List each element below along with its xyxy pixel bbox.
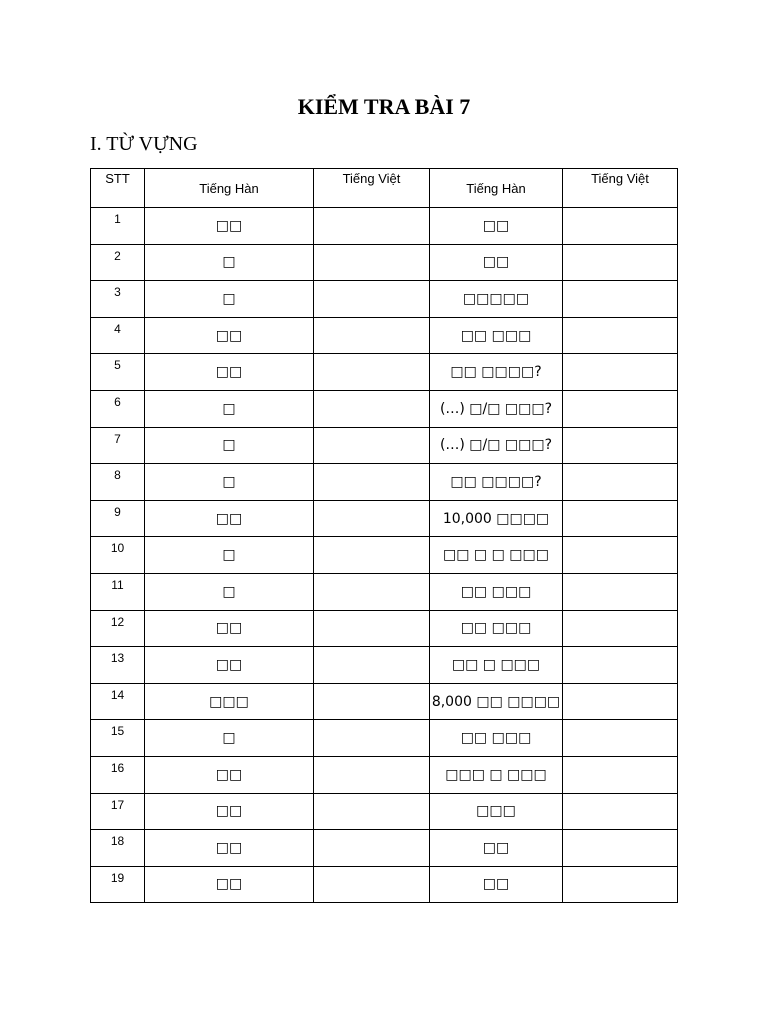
table-row bbox=[91, 500, 678, 537]
vietnamese-answer-cell-2[interactable] bbox=[563, 427, 678, 464]
vietnamese-answer-cell-2[interactable] bbox=[563, 866, 678, 903]
korean-word-cell-2: (…) □/□ □□□? bbox=[430, 427, 563, 464]
korean-word-cell-1: □□ bbox=[145, 610, 314, 647]
row-number: 13 bbox=[91, 647, 145, 684]
vietnamese-answer-cell-1[interactable] bbox=[314, 866, 430, 903]
korean-word-cell-2: (…) □/□ □□□? bbox=[430, 390, 563, 427]
korean-word-cell-1: □ bbox=[145, 390, 314, 427]
vietnamese-answer-cell-1[interactable] bbox=[314, 208, 430, 245]
vietnamese-answer-cell-1[interactable] bbox=[314, 830, 430, 867]
vietnamese-answer-cell-1[interactable] bbox=[314, 720, 430, 757]
table-row bbox=[91, 647, 678, 684]
header-korean-1: Tiếng Hàn bbox=[145, 169, 314, 208]
table-row bbox=[91, 683, 678, 720]
korean-word-cell-2: □□□ □ □□□ bbox=[430, 756, 563, 793]
vietnamese-answer-cell-2[interactable] bbox=[563, 647, 678, 684]
vietnamese-answer-cell-2[interactable] bbox=[563, 281, 678, 318]
row-number: 19 bbox=[91, 866, 145, 903]
table-row bbox=[91, 317, 678, 354]
row-number: 18 bbox=[91, 830, 145, 867]
row-number: 4 bbox=[91, 317, 145, 354]
table-row bbox=[91, 390, 678, 427]
vietnamese-answer-cell-1[interactable] bbox=[314, 537, 430, 574]
korean-word-cell-2: □□ □□□ bbox=[430, 573, 563, 610]
vietnamese-answer-cell-1[interactable] bbox=[314, 756, 430, 793]
table-row bbox=[91, 866, 678, 903]
korean-word-cell-1: □□ bbox=[145, 866, 314, 903]
korean-word-cell-2: □□ bbox=[430, 866, 563, 903]
vietnamese-answer-cell-2[interactable] bbox=[563, 354, 678, 391]
korean-word-cell-1: □□ bbox=[145, 830, 314, 867]
korean-word-cell-1: □□ bbox=[145, 756, 314, 793]
korean-word-cell-2: □□ □□□ bbox=[430, 317, 563, 354]
vietnamese-answer-cell-1[interactable] bbox=[314, 647, 430, 684]
korean-word-cell-2: □□ □□□□? bbox=[430, 354, 563, 391]
vietnamese-answer-cell-2[interactable] bbox=[563, 500, 678, 537]
vietnamese-answer-cell-1[interactable] bbox=[314, 281, 430, 318]
table-row bbox=[91, 208, 678, 245]
vietnamese-answer-cell-2[interactable] bbox=[563, 244, 678, 281]
vietnamese-answer-cell-1[interactable] bbox=[314, 500, 430, 537]
vietnamese-answer-cell-2[interactable] bbox=[563, 683, 678, 720]
korean-word-cell-1: □ bbox=[145, 537, 314, 574]
korean-word-cell-1: □□ bbox=[145, 317, 314, 354]
table-row bbox=[91, 464, 678, 501]
header-vietnamese-1: Tiếng Việt bbox=[314, 169, 430, 208]
header-vietnamese-2: Tiếng Việt bbox=[563, 169, 678, 208]
korean-word-cell-2: □□ □ □□□ bbox=[430, 647, 563, 684]
vietnamese-answer-cell-2[interactable] bbox=[563, 830, 678, 867]
vietnamese-answer-cell-2[interactable] bbox=[563, 464, 678, 501]
table-row bbox=[91, 537, 678, 574]
vietnamese-answer-cell-2[interactable] bbox=[563, 793, 678, 830]
korean-word-cell-2: □□ bbox=[430, 208, 563, 245]
korean-word-cell-2: □□ bbox=[430, 830, 563, 867]
table-row bbox=[91, 610, 678, 647]
row-number: 10 bbox=[91, 537, 145, 574]
row-number: 17 bbox=[91, 793, 145, 830]
korean-word-cell-1: □□ bbox=[145, 354, 314, 391]
row-number: 3 bbox=[91, 281, 145, 318]
korean-word-cell-1: □□ bbox=[145, 647, 314, 684]
row-number: 1 bbox=[91, 208, 145, 245]
vietnamese-answer-cell-2[interactable] bbox=[563, 573, 678, 610]
row-number: 5 bbox=[91, 354, 145, 391]
vietnamese-answer-cell-1[interactable] bbox=[314, 464, 430, 501]
table-row bbox=[91, 244, 678, 281]
table-row bbox=[91, 756, 678, 793]
table-row bbox=[91, 281, 678, 318]
korean-word-cell-1: □ bbox=[145, 427, 314, 464]
table-row bbox=[91, 354, 678, 391]
header-korean-2: Tiếng Hàn bbox=[430, 169, 563, 208]
korean-word-cell-1: □ bbox=[145, 244, 314, 281]
vietnamese-answer-cell-1[interactable] bbox=[314, 390, 430, 427]
table-row bbox=[91, 793, 678, 830]
vietnamese-answer-cell-2[interactable] bbox=[563, 390, 678, 427]
row-number: 7 bbox=[91, 427, 145, 464]
row-number: 8 bbox=[91, 464, 145, 501]
table-row bbox=[91, 830, 678, 867]
korean-word-cell-1: □ bbox=[145, 464, 314, 501]
vietnamese-answer-cell-2[interactable] bbox=[563, 610, 678, 647]
korean-word-cell-2: □□□ bbox=[430, 793, 563, 830]
vietnamese-answer-cell-2[interactable] bbox=[563, 756, 678, 793]
vietnamese-answer-cell-2[interactable] bbox=[563, 720, 678, 757]
korean-word-cell-1: □□ bbox=[145, 208, 314, 245]
korean-word-cell-1: □□ bbox=[145, 500, 314, 537]
vietnamese-answer-cell-1[interactable] bbox=[314, 354, 430, 391]
table-header-row bbox=[91, 169, 678, 208]
korean-word-cell-1: □ bbox=[145, 281, 314, 318]
korean-word-cell-1: □□□ bbox=[145, 683, 314, 720]
vietnamese-answer-cell-1[interactable] bbox=[314, 244, 430, 281]
vietnamese-answer-cell-1[interactable] bbox=[314, 610, 430, 647]
row-number: 15 bbox=[91, 720, 145, 757]
row-number: 2 bbox=[91, 244, 145, 281]
vietnamese-answer-cell-2[interactable] bbox=[563, 317, 678, 354]
korean-word-cell-2: □□ □□□ bbox=[430, 720, 563, 757]
row-number: 12 bbox=[91, 610, 145, 647]
vietnamese-answer-cell-1[interactable] bbox=[314, 683, 430, 720]
header-stt: STT bbox=[91, 169, 145, 208]
korean-word-cell-2: □□ □ □ □□□ bbox=[430, 537, 563, 574]
vietnamese-answer-cell-1[interactable] bbox=[314, 317, 430, 354]
vietnamese-answer-cell-2[interactable] bbox=[563, 537, 678, 574]
table-row bbox=[91, 573, 678, 610]
vocabulary-table bbox=[90, 168, 678, 903]
korean-word-cell-2: 8,000 □□ □□□□ bbox=[430, 683, 563, 720]
row-number: 6 bbox=[91, 390, 145, 427]
table-row bbox=[91, 720, 678, 757]
korean-word-cell-2: □□ □□□ bbox=[430, 610, 563, 647]
korean-word-cell-2: □□ bbox=[430, 244, 563, 281]
row-number: 14 bbox=[91, 683, 145, 720]
korean-word-cell-1: □□ bbox=[145, 793, 314, 830]
row-number: 11 bbox=[91, 573, 145, 610]
section-heading: I. TỪ VỰNG bbox=[90, 133, 198, 155]
vietnamese-answer-cell-1[interactable] bbox=[314, 793, 430, 830]
korean-word-cell-2: 10,000 □□□□ bbox=[430, 500, 563, 537]
row-number: 16 bbox=[91, 756, 145, 793]
korean-word-cell-2: □□□□□ bbox=[430, 281, 563, 318]
vietnamese-answer-cell-1[interactable] bbox=[314, 573, 430, 610]
vietnamese-answer-cell-1[interactable] bbox=[314, 427, 430, 464]
korean-word-cell-2: □□ □□□□? bbox=[430, 464, 563, 501]
korean-word-cell-1: □ bbox=[145, 720, 314, 757]
page-title: KIỂM TRA BÀI 7 bbox=[297, 94, 471, 119]
vietnamese-answer-cell-2[interactable] bbox=[563, 208, 678, 245]
korean-word-cell-1: □ bbox=[145, 573, 314, 610]
table-row bbox=[91, 427, 678, 464]
row-number: 9 bbox=[91, 500, 145, 537]
